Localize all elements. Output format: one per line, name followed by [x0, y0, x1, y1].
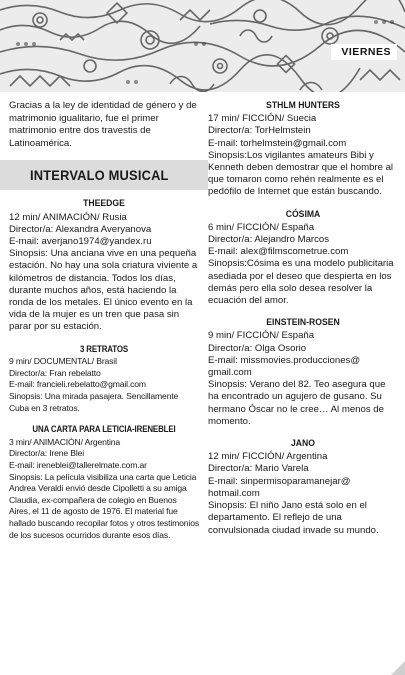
page-corner-icon — [391, 661, 405, 675]
film-title: 3 RETRATOS — [79, 343, 129, 354]
film-email: E-mail: averjano1974@yandex.ru — [9, 235, 152, 247]
film-title: UNA CARTA PARA LETICIA-IRENEBLEI — [32, 424, 176, 435]
left-column — [9, 100, 199, 551]
film-entry — [9, 424, 199, 541]
film-synopsis: Sinopsis: Una anciana vive en una pequeña estación. No hay una sola criatura viviente a kilómetros de distancia. Todos los días, durante muchos años, está haciendo la ronda de los metales. El único evento en la vida de la mujer es un tren que pasa sin parar por su estación. — [9, 248, 198, 333]
film-synopsis: Sinopsis: La película visibiliza una carta que Leticia Andrea Veraldi envió desde Cipolletti a su amiga Claudia, ex-compañera de colegio en Buenos Aires, el 11 de agosto de 1976. El material fue hallado buscando recopilar fotos y otros testimonios de los sucesos ocurridos durante esos días. — [9, 471, 199, 540]
header-pattern-banner — [0, 0, 405, 92]
film-title: STHLM HUNTERS — [266, 100, 340, 111]
film-director: Director/a: Alexandra Averyanova — [9, 223, 152, 235]
section-header — [0, 160, 208, 190]
film-entry — [208, 100, 398, 199]
film-meta: 9 min/ FICCIÓN/ España — [208, 330, 315, 342]
film-meta: 12 min/ FICCIÓN/ Argentina — [208, 451, 328, 463]
film-synopsis: Sinopsis: Una mirada pasajera. Sencillamente Cuba en 3 retratos. — [9, 390, 179, 413]
film-meta: 17 min/ FICCIÓN/ Suecia — [208, 113, 317, 125]
film-email: E-mail: sinpermisoparamanejar@ hotmail.com — [208, 475, 351, 499]
right-column — [208, 100, 398, 547]
film-entry — [208, 438, 398, 537]
film-email: E-mail: alex@filmscometrue.com — [208, 246, 349, 258]
film-synopsis: Sinopsis: El niño Jano está solo en el departamento. El reflejo de una convulsionada ciudad invade su mundo. — [208, 500, 379, 536]
film-title: THEEDGE — [83, 198, 125, 210]
film-entry — [208, 317, 398, 428]
film-entry — [9, 344, 199, 415]
film-meta: 3 min/ ANIMACIÓN/ Argentina — [9, 436, 121, 447]
film-director: Director/a: Fran rebelatto — [9, 367, 101, 378]
film-director: Director/a: Mario Varela — [208, 463, 309, 475]
film-synopsis: Sinopsis:Cósima es una modelo publicitaria asediada por el deseo que despierta en los demás pero ella solo desea resolver la ecuación del amor. — [208, 258, 394, 307]
film-meta: 6 min/ FICCIÓN/ España — [208, 221, 315, 233]
film-synopsis: Sinopsis: Verano del 82. Teo asegura que ha encontrado un agujero de gusano. Su hermano Óscar no le cree… Al menos de momento. — [208, 379, 386, 427]
film-email: E-mail: missmovies.producciones@ gmail.com — [208, 354, 361, 379]
film-director: Director/a: Olga Osorio — [208, 342, 307, 354]
film-meta: 9 min/ DOCUMENTAL/ Brasil — [9, 356, 117, 367]
film-title: EINSTEIN-ROSEN — [266, 317, 340, 329]
film-meta: 12 min/ ANIMACIÓN/ Rusia — [9, 211, 127, 223]
film-entry — [9, 198, 199, 333]
day-label: VIERNES — [331, 44, 397, 60]
film-director: Director/a: TorHelmstein — [208, 125, 311, 137]
film-entry — [208, 209, 398, 308]
section-title: INTERVALO MUSICAL — [30, 167, 169, 184]
film-title: JANO — [291, 438, 315, 450]
film-synopsis: Sinopsis:Los vigilantes amateurs Bibi y Kenneth deben demostrar que el hombre al que tomaron como rehén realmente es el pedófilo de Internet que están buscando. — [208, 149, 394, 198]
film-email: E-mail: ireneblei@tallerelmate.com.ar — [9, 459, 147, 470]
film-director: Director/a: Alejandro Marcos — [208, 234, 330, 246]
intro-text: Gracias a la ley de identidad de género y de matrimonio igualitario, fue el primer matrimonio entre dos travestis de Latinoamérica. — [9, 100, 197, 149]
film-director: Director/a: Irene Blei — [9, 448, 85, 459]
film-title: CÓSIMA — [285, 208, 321, 220]
film-email: E-mail: francieli.rebelatto@gmail.com — [9, 379, 146, 390]
film-email: E-mail: torhelmstein@gmail.com — [208, 137, 347, 149]
